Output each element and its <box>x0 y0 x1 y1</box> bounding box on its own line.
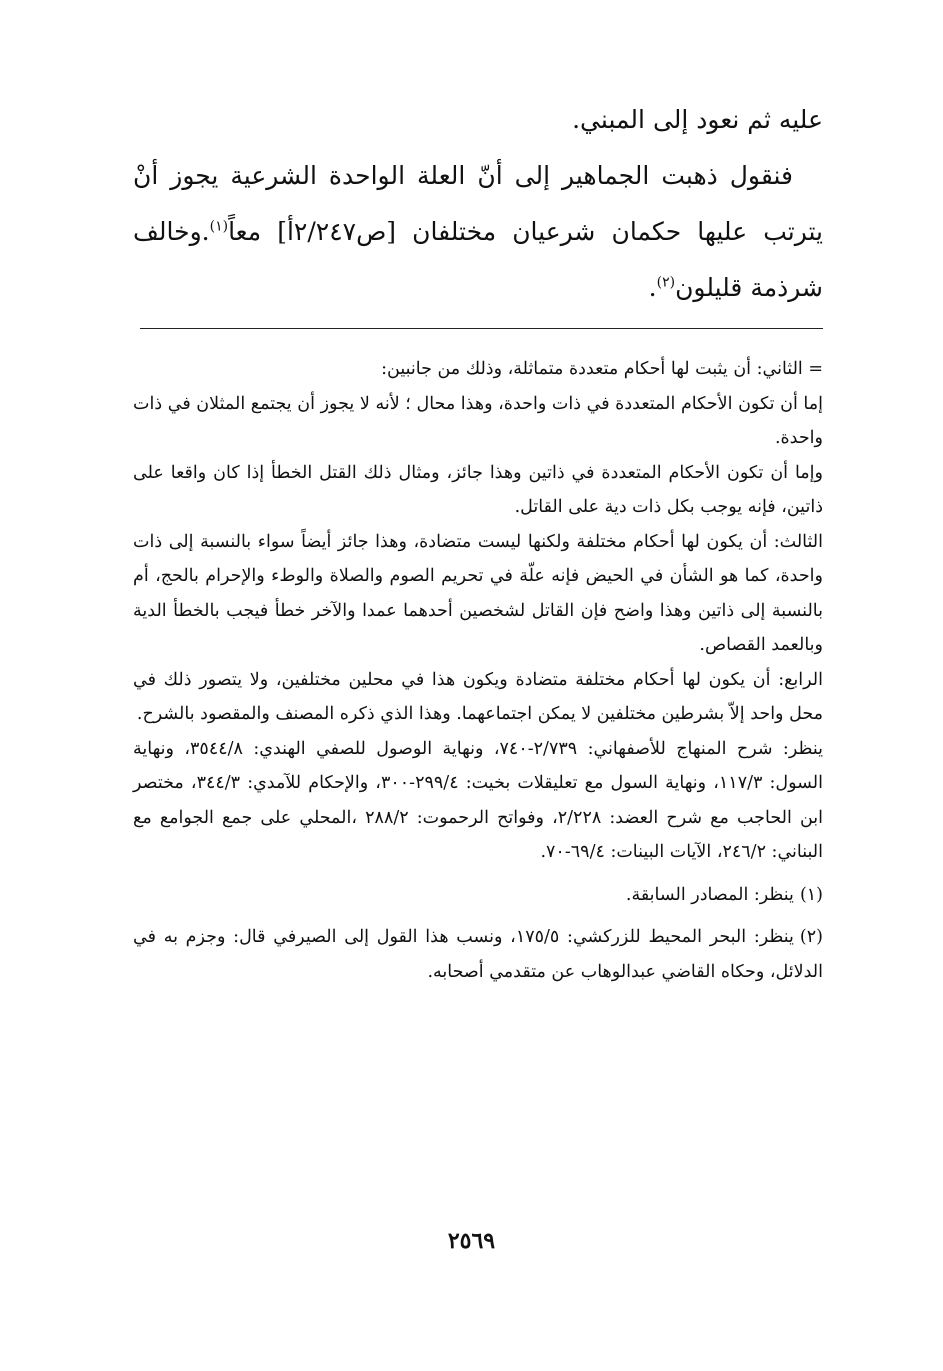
note-case-1: إما أن تكون الأحكام المتعددة في ذات واحدة، وهذا محال ؛ لأنه لا يجوز أن يجتمع المثلان في ذات واحدة. <box>133 393 823 448</box>
footnote-2-text: ينظر: البحر المحيط للزركشي: ١٧٥/٥، ونسب هذا القول إلى الصيرفي قال: وجزم به في الدلائل، وحكاه القاضي عبدالوهاب عن متقدمي أصحابه. <box>133 927 823 982</box>
note-continuation: = الثاني: أن يثبت لها أحكام متعددة متماثلة، وذلك من جانبين: <box>381 359 823 379</box>
main-paragraph-2-part-b: .وخالف شرذمة قليلون <box>133 217 823 302</box>
footnote-1-text: ينظر: المصادر السابقة. <box>625 884 794 905</box>
footnote-ref-2[interactable]: (٢) <box>656 274 676 291</box>
note-fourth: الرابع: أن يكون لها أحكام مختلفة متضادة ويكون هذا في محلين مختلفين، ولا يتصور ذلك في محل واحد إلاّ بشرطين مختلفين لا يمكن اجتماعهما. وهذا الذي ذكره المصنف والمقصود بالشرح. <box>133 669 823 724</box>
footnote-2-number: (٢) <box>799 927 823 947</box>
main-line-1: عليه ثم نعود إلى المبني. <box>572 105 823 134</box>
footnote-2 <box>133 920 823 989</box>
main-paragraph-2 <box>133 148 823 316</box>
footnote-ref-1[interactable]: (١) <box>209 218 229 235</box>
footnote-divider <box>140 328 823 329</box>
note-case-2: وإما أن تكون الأحكام المتعددة في ذاتين وهذا جائز، ومثال ذلك القتل الخطأ إذا كان واقعا على ذاتين، فإنه يوجب بكل ذات دية على القاتل. <box>133 462 823 517</box>
footnote-1-number: (١) <box>799 884 823 905</box>
main-paragraph-2-part-c: . <box>648 273 657 302</box>
footnotes <box>133 352 823 989</box>
page-number: ٢٥٦٩ <box>447 1228 496 1254</box>
note-third: الثالث: أن يكون لها أحكام مختلفة ولكنها ليست متضادة، وهذا جائز أيضاً سواء بالنسبة إلى ذات واحدة، كما هو الشأن في الحيض فإنه علّة في تحريم الصوم والصلاة والوطء والإحرام بالحج، أم بالنسبة إلى ذاتين وهذا واضح فإن القاتل لشخصين أحدهما عمدا والآخر خطأ فيجب بالخطأ الدية وبالعمد القصاص. <box>133 531 823 655</box>
main-text <box>133 92 823 316</box>
main-paragraph-2-part-a: فنقول ذهبت الجماهير إلى أنّ العلة الواحدة الشرعية يجوز أنْ يترتب عليها حكمان شرعيان مختلفان [ص٢/٢٤٧أ] معاً <box>133 161 823 246</box>
note-references: ينظر: شرح المنهاج للأصفهاني: ٢/٧٣٩-٧٤٠، ونهاية الوصول للصفي الهندي: ٣٥٤٤/٨، ونهاية السول: ١١٧/٣، ونهاية السول مع تعليقلات بخيت: ٢٩٩/٤-٣٠٠، والإحكام للآمدي: ٣٤٤/٣، مختصر ابن الحاجب مع شرح العضد: ٢/٢٢٨، وفواتح الرحموت: ٢٨٨/٢ ،المحلي على جمع الجوامع مع البناني: ٢٤٦/٢، الآيات البينات: ٦٩/٤-٧٠. <box>133 738 823 862</box>
footnote-1 <box>133 878 823 913</box>
